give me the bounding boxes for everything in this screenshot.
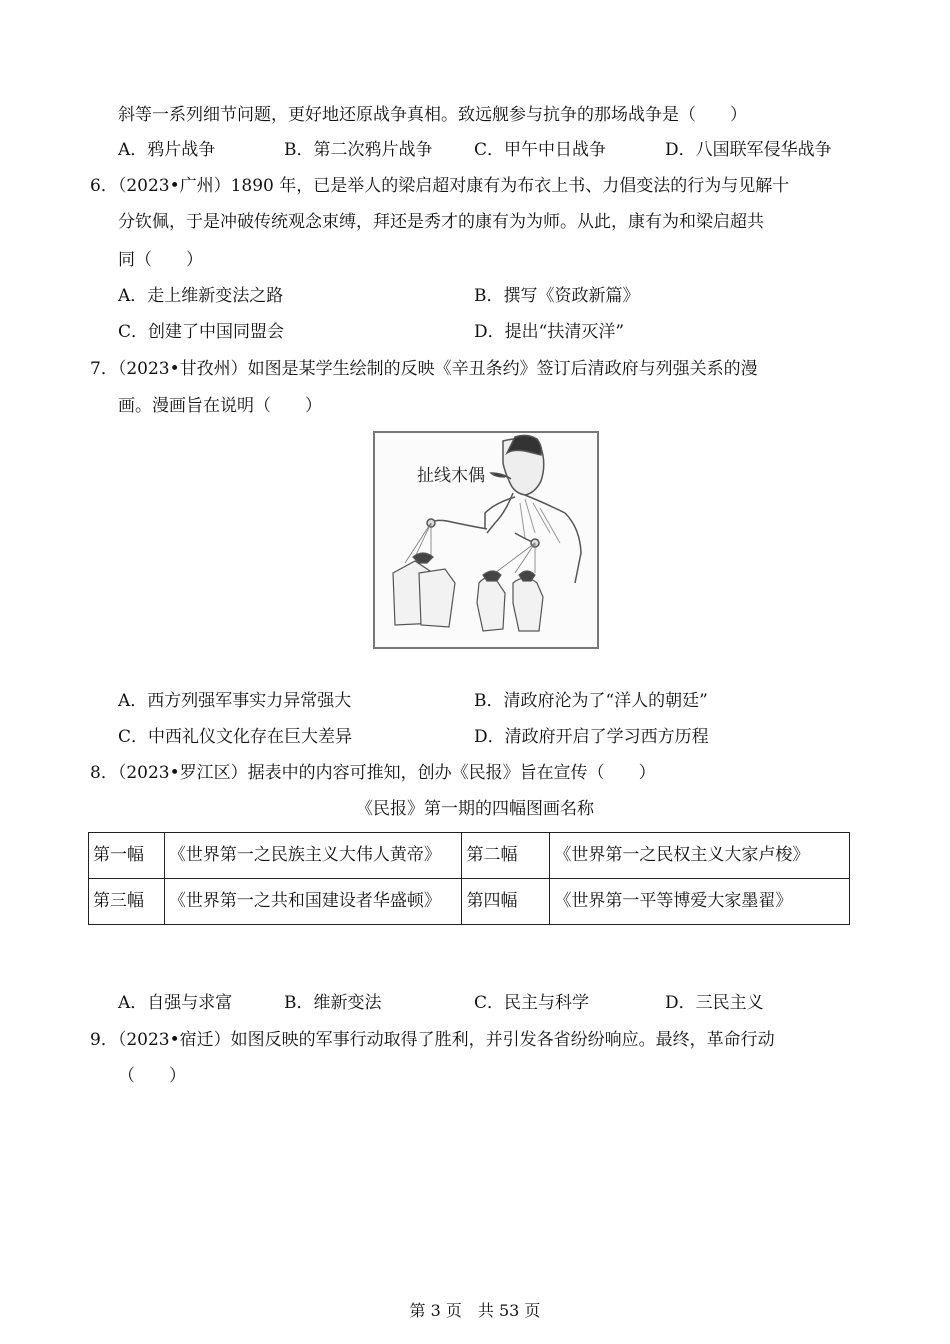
q8-stem-line1: 8．（2023•罗江区）据表中的内容可推知，创办《民报》旨在宣传（ ） (90, 763, 656, 783)
q9-stem-line1: 9．（2023•宿迁）如图反映的军事行动取得了胜利，并引发各省纷纷响应。最终，革命行动 (90, 1030, 775, 1050)
table-row (89, 879, 850, 925)
minbao-table (88, 832, 850, 925)
q6-option-b: B．撰写《资政新篇》 (474, 286, 640, 306)
q7-stem-line2: 画。漫画旨在说明（ ） (118, 396, 322, 416)
q7-stem-line1: 7．（2023•甘孜州）如图是某学生绘制的反映《辛丑条约》签订后清政府与列强关系的漫 (90, 359, 758, 379)
q5-option-d: D．八国联军侵华战争 (665, 140, 832, 160)
page-footer: 第 3 页 共 53 页 (409, 1301, 541, 1320)
q8-option-b: B．维新变法 (284, 993, 382, 1013)
q6-option-a: A．走上维新变法之路 (118, 286, 284, 306)
q6-stem-line2: 分钦佩，于是冲破传统观念束缚，拜还是秀才的康有为为师。从此，康有为和梁启超共 (118, 212, 764, 232)
table-cell: 第二幅 (462, 833, 550, 879)
q5-option-b: B．第二次鸦片战争 (284, 140, 433, 160)
table-cell: 《世界第一之民权主义大家卢梭》 (550, 833, 850, 879)
q7-option-c: C．中西礼仪文化存在巨大差异 (118, 727, 353, 747)
table-cell: 《世界第一平等博爱大家墨翟》 (550, 879, 850, 925)
puppeteer-figure (427, 435, 581, 583)
q7-option-d: D．清政府开启了学习西方历程 (474, 727, 709, 747)
q7-option-b: B．清政府沦为了“洋人的朝廷” (474, 691, 708, 711)
puppet-cartoon-figure (373, 431, 599, 649)
q6-stem-line3: 同（ ） (118, 250, 203, 270)
q5-option-c: C．甲午中日战争 (474, 140, 607, 160)
q8-option-a: A．自强与求富 (118, 993, 233, 1013)
q5-option-a: A．鸦片战争 (118, 140, 216, 160)
table-cell: 《世界第一之共和国建设者华盛顿》 (164, 879, 462, 925)
table-cell: 第三幅 (89, 879, 165, 925)
figure-caption: 扯线木偶 (417, 466, 485, 485)
q6-option-c: C．创建了中国同盟会 (118, 322, 285, 342)
table-cell: 《世界第一之民族主义大伟人黄帝》 (164, 833, 462, 879)
q5-stem-tail: 斜等一系列细节问题，更好地还原战争真相。致远舰参与抗争的那场战争是（ ） (118, 105, 747, 125)
q8-option-c: C．民主与科学 (474, 993, 590, 1013)
table-cell: 第一幅 (89, 833, 165, 879)
table-title: 《民报》第一期的四幅图画名称 (356, 799, 594, 819)
q6-stem-line1: 6．（2023•广州）1890 年，已是举人的梁启超对康有为布衣上书、力倡变法的行为与见解十 (90, 176, 790, 196)
table-cell: 第四幅 (462, 879, 550, 925)
q8-option-d: D．三民主义 (665, 993, 764, 1013)
puppet-cartoon-illustration (375, 433, 597, 647)
q7-option-a: A．西方列强军事实力异常强大 (118, 691, 352, 711)
table-row (89, 833, 850, 879)
q9-stem-line2: （ ） (118, 1066, 186, 1086)
q6-option-d: D．提出“扶清灭洋” (474, 322, 625, 342)
